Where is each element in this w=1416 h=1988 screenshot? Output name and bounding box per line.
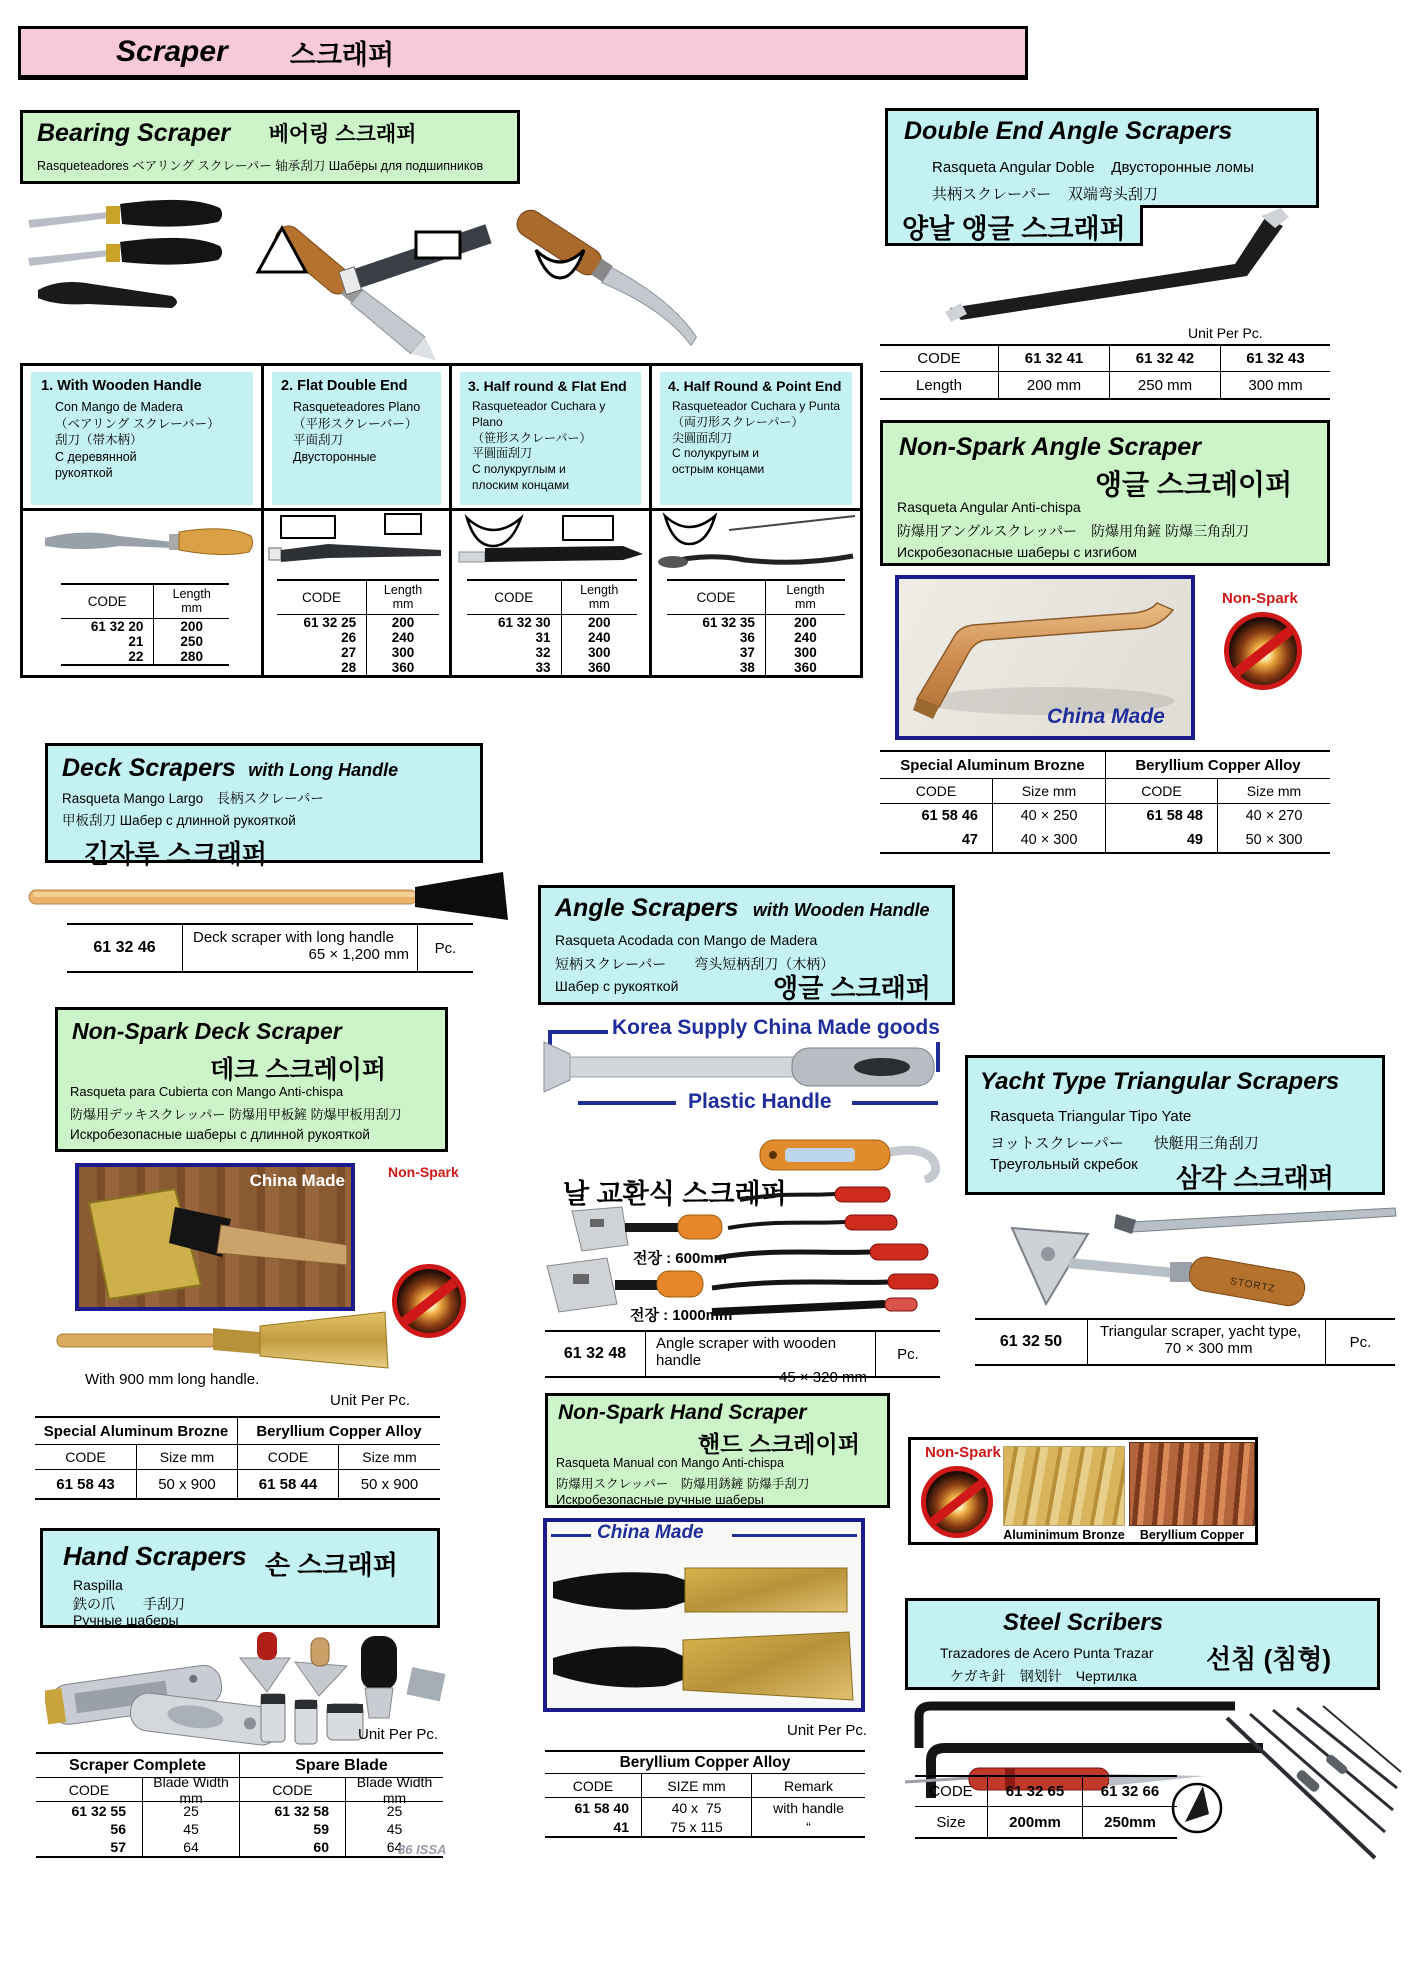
sub-header: CODE [572, 1777, 614, 1794]
bearing-col4-codes [667, 579, 845, 677]
ns-deck-table [35, 1416, 440, 1500]
brass-deck-scraper-photo [55, 1310, 390, 1370]
code-cell: 61 58 46 [921, 808, 978, 824]
code-cell: 22 [128, 649, 144, 664]
hand-title: Hand Scrapers [63, 1541, 247, 1571]
col1-line: рукояткой [55, 466, 113, 480]
scribers-header [905, 1598, 1380, 1690]
angle-wh-header [538, 885, 955, 1005]
code-cell: 61 32 58 [239, 1802, 345, 1820]
code-header: CODE [696, 590, 736, 605]
ns-deck-ru: Искробезопасные шаберы с длинной рукояткой [70, 1127, 370, 1142]
code-cell: 28 [341, 660, 357, 675]
bearing-col1-header [31, 372, 253, 505]
scribers-title-ko: 선침 (침형) [1206, 1644, 1332, 1674]
bearing-col4-header [660, 372, 852, 505]
china-made-label: China Made [1047, 705, 1165, 728]
length-header: Length [580, 583, 619, 598]
len-cell: 200 [765, 615, 845, 630]
table-header: Beryllium Copper Alloy [545, 1752, 865, 1774]
ns-deck-unit: Unit Per Pc. [330, 1392, 411, 1409]
group-header: Spare Blade [239, 1754, 443, 1777]
unit-cell: Pc. [417, 925, 473, 971]
mm-header: mm [392, 596, 414, 611]
yacht-header [965, 1055, 1385, 1195]
size-cell: 40 × 300 [992, 828, 1105, 852]
hand-ru: Ручные шаберы [73, 1612, 179, 1628]
size-value: 250mm [1082, 1807, 1177, 1837]
ns-angle-title-ko: 앵글 스크레이퍼 [1095, 469, 1293, 500]
col2-line: （平形スクレーバー） [293, 416, 418, 431]
sub-header: Blade Width mm [345, 1778, 443, 1801]
len-cell: 360 [561, 660, 638, 675]
sub-header: Blade Width mm [142, 1778, 239, 1801]
non-spark-label: Non-Spark [1222, 590, 1298, 607]
group-header: Special Aluminum Brozne [43, 1422, 229, 1440]
materials-box [908, 1437, 1258, 1545]
code-cell: 61 32 46 [93, 939, 156, 956]
sub-header: Size mm [1217, 779, 1330, 803]
ns-angle-header [880, 420, 1330, 566]
angle-wh-es: Rasqueta Acodada con Mango de Madera [555, 932, 818, 948]
remark-cell: “ [751, 1817, 865, 1836]
code-cell: 32 [535, 645, 551, 660]
deck-title: Deck Scrapers [62, 754, 236, 782]
size-cell: 65 × 1,200 mm [308, 946, 409, 963]
ns-hand-es: Rasqueta Manual con Mango Anti-chispa [556, 1456, 784, 1470]
issa-watermark: 86 ISSA [398, 1842, 447, 1857]
col4-line: острым концами [672, 462, 765, 477]
width-cell: 64 [345, 1838, 443, 1856]
scribers-es: Trazadores de Acero Punta Trazar [940, 1645, 1154, 1661]
col1-line: 刮刀（帯木柄） [55, 433, 143, 447]
aluminium-bronze-rods-photo [1003, 1446, 1125, 1526]
len-cell: 300 [765, 645, 845, 660]
hand-header [40, 1528, 440, 1628]
ns-deck-photo [75, 1163, 355, 1311]
size-cell: 50 x 900 [136, 1470, 237, 1498]
group-header: Beryllium Copper Alloy [1105, 752, 1330, 778]
beryllium-copper-rods-photo [1129, 1442, 1255, 1526]
bearing-variants-table [20, 363, 863, 678]
deck-zh-ru: 甲板刮刀 Шабер с длинной рукояткой [62, 813, 296, 828]
code-cell: 61 58 43 [56, 1475, 115, 1493]
double-end-es-ru: Rasqueta Angular Doble Двусторонные ломы [932, 159, 1254, 176]
code-cell: 41 [613, 1818, 629, 1835]
col4-line: 尖圓面刮刀 [672, 430, 733, 445]
double-end-table [880, 344, 1330, 400]
mm-header: mm [795, 596, 816, 611]
col2-line: Rasqueteadores Plano [293, 400, 421, 414]
yacht-ru: Треугольный скребок [990, 1156, 1138, 1173]
size-cell: 50 x 900 [338, 1470, 440, 1498]
length-header: Length [786, 583, 825, 598]
col3-line: плоским концами [472, 478, 570, 493]
width-cell: 25 [345, 1802, 443, 1820]
plastic-handle-label: Plastic Handle [688, 1090, 832, 1113]
code-value: 61 32 43 [1220, 346, 1330, 371]
column-divider [261, 366, 264, 675]
hand-title-ko: 손 스크래퍼 [265, 1550, 398, 1580]
code-cell: 61 32 55 [71, 1803, 126, 1819]
yacht-title: Yacht Type Triangular Scrapers [980, 1068, 1340, 1095]
col3-line: С полукруглым и [472, 462, 566, 477]
china-made-label: China Made [249, 1171, 345, 1190]
col1-name: 1. With Wooden Handle [41, 378, 202, 394]
double-end-title: Double End Angle Scrapers [904, 117, 1233, 145]
unit-cell: Pc. [1325, 1320, 1395, 1364]
caption-line [551, 1534, 591, 1537]
col1-line: （ベアリング スクレーバー） [55, 416, 220, 431]
bearing-section-header [20, 110, 520, 184]
code-cell: 47 [961, 832, 978, 848]
ns-deck-ja-zh: 防爆用デッキスクレッパー 防爆用甲板鏟 防爆甲板用刮刀 [70, 1107, 402, 1122]
len-cell: 360 [765, 660, 845, 675]
code-cell: 61 58 48 [1105, 804, 1217, 828]
hand-table [36, 1752, 443, 1858]
size-value: 200mm [987, 1807, 1082, 1837]
desc-cell: Triangular scraper, yacht type, [1100, 1323, 1302, 1340]
col2-line: Двусторонные [293, 449, 377, 464]
col4-line: （両刃形スクレーパー） [672, 414, 804, 429]
angle-wh-title-ko: 앵글 스크래퍼 [773, 973, 931, 1003]
ns-hand-header [545, 1393, 890, 1508]
width-cell: 25 [142, 1802, 239, 1820]
deck-scraper-photo [25, 870, 510, 922]
sub-header: Size mm [338, 1445, 440, 1469]
ns-deck-caption: With 900 mm long handle. [85, 1371, 260, 1388]
col3-line: 平圓面刮刀 [472, 446, 533, 461]
page-title-bar [18, 26, 1028, 80]
yacht-brand-label: STORTZ [1229, 1276, 1277, 1295]
size-cell: 70 × 300 mm [1164, 1340, 1253, 1357]
ns-hand-photo [543, 1518, 865, 1712]
desc-cell: Angle scraper with wooden handle [656, 1335, 837, 1369]
len-cell: 300 [366, 645, 439, 660]
bearing-col3-header [460, 372, 641, 505]
bearing-subtitle: Rasqueteadores ベアリング スクレーパー 轴承刮刀 Шабёры для подшипников [37, 159, 484, 173]
bearing-col2-codes [277, 579, 439, 677]
sub-header: CODE [915, 783, 957, 799]
sub-header: CODE [237, 1445, 338, 1469]
length-value: 200 mm [998, 372, 1109, 398]
plastic-handle-scraper-photo [540, 1040, 940, 1095]
ns-deck-es: Rasqueta para Cubierta con Mango Anti-chispa [70, 1084, 344, 1099]
yacht-title-ko: 삼각 스크래퍼 [1176, 1163, 1334, 1193]
group-header: Special Aluminum Brozne [900, 756, 1085, 774]
col1-line: С деревянной [55, 449, 137, 464]
col2-name: 2. Flat Double End [281, 378, 408, 394]
code-value: 61 32 42 [1109, 346, 1220, 371]
deck-header [45, 743, 483, 869]
caption-line [732, 1534, 857, 1537]
length-value: 250 mm [1109, 372, 1220, 398]
unit-cell: Pc. [875, 1332, 940, 1376]
bracket-line [548, 1030, 608, 1034]
china-made-label: China Made [597, 1522, 704, 1543]
mm-header: mm [588, 596, 610, 611]
scribers-title: Steel Scribers [1003, 1609, 1164, 1636]
code-value: 61 32 66 [1082, 1777, 1177, 1806]
ns-hand-title: Non-Spark Hand Scraper [558, 1401, 807, 1424]
group-header: Beryllium Copper Alloy [237, 1418, 440, 1444]
len-cell: 240 [561, 630, 638, 645]
beryllium-copper-label: Beryllium Copper [1139, 1528, 1245, 1542]
ns-angle-ja-zh: 防爆用アングルスクレッパー 防爆用角鏟 防爆三角刮刀 [897, 523, 1250, 539]
code-cell: 61 58 40 [574, 1799, 629, 1816]
scribers-ja-zh-ru: ケガキ針 钢划针 Чертилка [950, 1668, 1137, 1684]
ns-angle-es: Rasqueta Angular Anti-chispa [897, 499, 1081, 515]
bearing-title-ko: 베어링 스크래퍼 [268, 123, 417, 146]
group-header: Scraper Complete [69, 1756, 206, 1774]
non-spark-label: Non-Spark [925, 1444, 1001, 1461]
code-cell: 33 [535, 660, 551, 675]
size-cell: 40 × 270 [1217, 804, 1330, 828]
ns-hand-table [545, 1750, 865, 1838]
col3-line: （笹形スクレーパー） [472, 430, 592, 445]
length-600-label: 전장 : 600mm [633, 1250, 728, 1267]
code-cell: 27 [341, 645, 357, 660]
len-cell: 360 [366, 660, 439, 675]
size-cell: 40 × 250 [992, 804, 1105, 828]
col3-name: 3. Half round & Flat End [468, 378, 627, 394]
non-spark-icon [392, 1264, 466, 1338]
angle-wh-title-sub: with Wooden Handle [752, 900, 930, 920]
non-spark-label: Non-Spark [388, 1164, 459, 1180]
code-value: 61 32 41 [998, 346, 1109, 371]
size-cell: 45 × 320 mm [779, 1369, 867, 1386]
desc-cell: Deck scraper with long handle [193, 929, 394, 946]
code-cell: 31 [535, 630, 551, 645]
double-end-title-ko: 양날 앵글 스크래퍼 [902, 214, 1126, 244]
len-cell: 240 [366, 630, 439, 645]
yacht-ja-zh: ヨットスクレーパー 快艇用三角刮刀 [990, 1135, 1259, 1152]
sub-header: Size mm [136, 1445, 237, 1469]
code-value: 61 32 65 [987, 1777, 1082, 1806]
len-cell: 300 [561, 645, 638, 660]
sub-header: SIZE mm [641, 1774, 751, 1797]
bearing-title: Bearing Scraper [37, 119, 231, 147]
sub-header: CODE [1105, 779, 1217, 803]
code-cell: 57 [110, 1839, 126, 1855]
code-cell: 26 [341, 630, 357, 645]
bearing-tools-photo [20, 186, 865, 360]
code-cell: 38 [739, 660, 755, 675]
length-header: Length [383, 583, 423, 598]
yacht-es: Rasqueta Triangular Tipo Yate [990, 1108, 1192, 1125]
yacht-scraper-photo [970, 1200, 1400, 1312]
hand-es: Raspilla [73, 1577, 123, 1593]
deck-title-sub: with Long Handle [248, 760, 399, 780]
deck-table [67, 923, 473, 973]
ns-angle-photo [895, 575, 1195, 740]
double-end-header [885, 108, 1319, 208]
sub-header: Size mm [992, 779, 1105, 803]
code-cell: 36 [739, 630, 755, 645]
non-spark-icon [1224, 612, 1302, 690]
code-header: CODE [494, 590, 534, 605]
header-underline [23, 508, 860, 511]
page-title-en: Scraper [116, 35, 228, 68]
ns-hand-ru: Искробезопасные ручные шаберы [556, 1492, 764, 1507]
col1-line: Con Mango de Madera [55, 400, 183, 414]
col4-name: 4. Half Round & Point End [668, 378, 842, 394]
photo-title-ko: 날 교환식 스크레퍼 [563, 1179, 787, 1209]
sub-header: CODE [239, 1778, 345, 1801]
sub-header: CODE [65, 1449, 106, 1465]
length-header: Length [172, 587, 211, 602]
hand-unit: Unit Per Pc. [358, 1726, 439, 1743]
th-code: CODE [929, 1783, 973, 1800]
bracket-line [852, 1101, 938, 1105]
bearing-col3-codes [467, 579, 637, 677]
len-cell: 200 [561, 615, 638, 630]
angle-wh-table [545, 1330, 940, 1386]
len-cell: 200 [366, 615, 439, 630]
ns-hand-ja-zh: 防爆用スクレッパー 防爆用銹鏟 防爆手刮刀 [556, 1477, 810, 1491]
size-cell: 40 x 75 [641, 1798, 751, 1817]
bracket-line [578, 1101, 676, 1105]
double-end-unit: Unit Per Pc. [1188, 325, 1263, 341]
code-cell: 56 [110, 1821, 126, 1837]
angle-wh-ru: Шабер с рукояткой [555, 978, 679, 994]
code-cell: 61 58 44 [237, 1470, 338, 1498]
mm-header: mm [181, 600, 203, 615]
bearing-col2-header [272, 372, 441, 505]
code-cell: 49 [1105, 828, 1217, 852]
ns-deck-title-ko: 데크 스크레이퍼 [210, 1056, 386, 1084]
width-cell: 45 [345, 1820, 443, 1838]
code-header: CODE [302, 590, 342, 605]
ns-angle-title: Non-Spark Angle Scraper [899, 433, 1201, 461]
th-code: CODE [917, 350, 961, 367]
remark-cell: with handle [751, 1798, 865, 1817]
len-cell: 280 [153, 649, 229, 664]
code-cell: 61 32 50 [999, 1333, 1063, 1350]
col3-line: Rasqueteador Cuchara y Plano [472, 399, 606, 429]
non-spark-icon [921, 1466, 993, 1538]
len-cell: 250 [153, 634, 229, 649]
length-value: 300 mm [1220, 372, 1330, 398]
code-cell: 59 [239, 1820, 345, 1838]
len-cell: 200 [153, 619, 229, 634]
sub-header: CODE [68, 1781, 110, 1798]
ns-deck-title: Non-Spark Deck Scraper [72, 1018, 342, 1044]
ns-hand-title-ko: 핸드 스크레이퍼 [698, 1431, 860, 1457]
angle-wh-ja-zh: 短柄スクレーパー 弯头短柄刮刀（木柄） [555, 956, 835, 972]
red-handle-scrapers-photo [710, 1180, 955, 1322]
page-title-ko: 스크래퍼 [289, 39, 395, 70]
angle-wh-title: Angle Scrapers [555, 894, 739, 922]
code-cell: 61 32 30 [497, 615, 551, 630]
ns-hand-unit: Unit Per Pc. [787, 1722, 868, 1739]
length-1000-label: 전장 : 1000mm [630, 1307, 733, 1324]
code-cell: 21 [128, 634, 144, 649]
column-divider [449, 366, 452, 675]
col2-line: 平面刮刀 [293, 433, 344, 447]
korea-supply-label: Korea Supply China Made goods [612, 1016, 940, 1039]
width-cell: 45 [142, 1820, 239, 1838]
code-cell: 60 [239, 1838, 345, 1856]
ns-angle-ru: Искробезопасные шаберы с изгибом [897, 544, 1137, 560]
ns-deck-header [55, 1007, 448, 1152]
th-length: Length [916, 376, 962, 394]
len-cell: 240 [765, 630, 845, 645]
size-cell: 75 x 115 [641, 1817, 751, 1836]
th-size: Size [936, 1813, 966, 1831]
hand-ja-zh: 鉄の爪 手刮刀 [73, 1596, 185, 1612]
ns-angle-table [880, 750, 1330, 854]
col4-line: С полукругым и [672, 446, 759, 461]
col4-line: Rasqueteador Cuchara y Punta [672, 399, 841, 413]
code-cell: 37 [739, 645, 755, 660]
deck-title-ko: 긴자루 스크래퍼 [84, 839, 268, 869]
code-header: CODE [87, 594, 127, 609]
yacht-table [975, 1318, 1395, 1366]
code-cell: 61 32 20 [90, 619, 144, 634]
sub-header: Remark [751, 1774, 865, 1797]
column-divider [649, 366, 652, 675]
brass-hand-scrapers-drawing [547, 1542, 861, 1708]
size-cell: 50 × 300 [1217, 828, 1330, 852]
aluminium-bronze-label: Aluminimum Bronze [1003, 1528, 1125, 1542]
double-end-ja-zh: 共柄スクレーパー 双端弯头刮刀 [932, 186, 1158, 203]
code-cell: 61 32 48 [563, 1345, 627, 1362]
deck-es-ja: Rasqueta Mango Largo 長柄スクレーパー [62, 791, 324, 806]
code-cell: 61 32 35 [702, 615, 755, 630]
width-cell: 64 [142, 1838, 239, 1856]
bearing-col1-codes [61, 583, 229, 666]
code-cell: 61 32 25 [303, 615, 357, 630]
scribers-table [915, 1775, 1177, 1839]
